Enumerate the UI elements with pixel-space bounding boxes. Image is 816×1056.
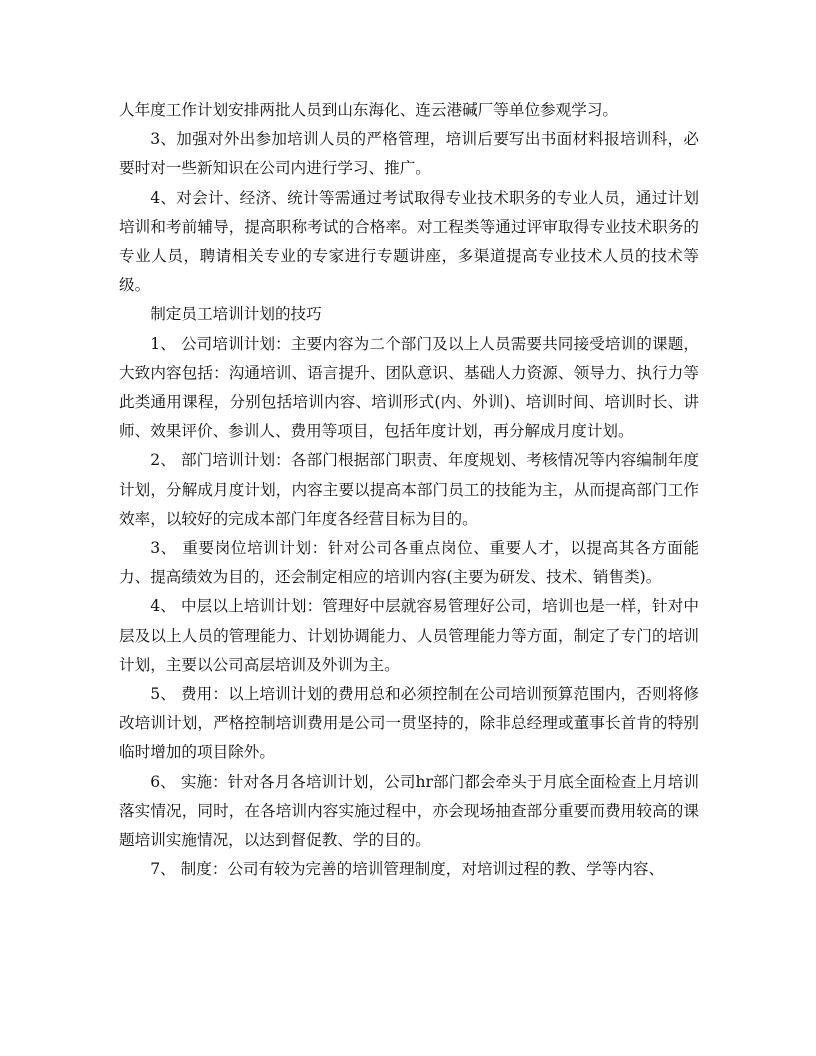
paragraph: 4、对会计、经济、统计等需通过考试取得专业技术职务的专业人员，通过计划培训和考前辅导，提高职称考试的合格率。对工程类等通过评审取得专业技术职务的专业人员，聘请相关专业的专家进行专题讲座，多渠道提高专业技术人员的技术等级。 [119,188,699,295]
paragraph: 3、 重要岗位培训计划：针对公司各重点岗位、重要人才，以提高其各方面能力、提高绩效为目的，还会制定相应的培训内容(主要为研发、技术、销售类)。 [119,539,699,587]
paragraph: 5、 费用：以上培训计划的费用总和必须控制在公司培训预算范围内，否则将修改培训计划，严格控制培训费用是公司一贯坚持的，除非总经理或董事长首肯的特别临时增加的项目除外。 [119,685,699,762]
paragraph: 7、 制度：公司有较为完善的培训管理制度，对培训过程的教、学等内容、 [150,860,665,879]
paragraph: 人年度工作计划安排两批人员到山东海化、连云港碱厂等单位参观学习。 [119,101,619,119]
paragraph: 3、加强对外出参加培训人员的严格管理，培训后要写出书面材料报培训科，必要时对一些新知识在公司内进行学习、推广。 [119,130,699,178]
document-body [119,96,699,884]
paragraph: 4、 中层以上培训计划：管理好中层就容易管理好公司，培训也是一样，针对中层及以上人员的管理能力、计划协调能力、人员管理能力等方面，制定了专门的培训计划，主要以公司高层培训及外训为主。 [119,597,699,674]
paragraph: 1、 公司培训计划：主要内容为二个部门及以上人员需要共同接受培训的课题，大致内容包括：沟通培训、语言提升、团队意识、基础人力资源、领导力、执行力等此类通用课程，分别包括培训内容、培训形式(内、外训)、培训时间、培训时长、讲师、效果评价、参训人、费用等项目，包括年度计划，再分解成月度计划。 [119,334,699,441]
section-heading: 制定员工培训计划的技巧 [150,305,322,324]
paragraph: 2、 部门培训计划：各部门根据部门职责、年度规划、考核情况等内容编制年度计划，分解成月度计划，内容主要以提高本部门员工的技能为主，从而提高部门工作效率，以较好的完成本部门年度各经营目标为目的。 [119,451,699,528]
paragraph: 6、 实施：针对各月各培训计划，公司hr部门都会牵头于月底全面检查上月培训落实情况，同时，在各培训内容实施过程中，亦会现场抽查部分重要而费用较高的课题培训实施情况，以达到督促教、学的目的。 [119,772,699,850]
